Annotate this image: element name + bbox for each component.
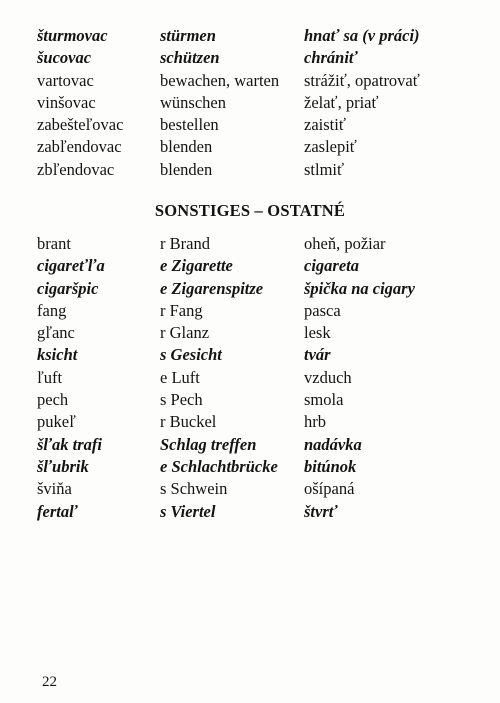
german-term: schützen xyxy=(160,48,220,68)
german-term: s Pech xyxy=(160,390,203,410)
slovak-term: vinšovac xyxy=(37,92,96,112)
translation: cigareta xyxy=(304,256,359,276)
german-term: r Fang xyxy=(160,300,203,320)
slovak-term: zabešteľovac xyxy=(37,115,124,135)
translation: smola xyxy=(304,390,344,410)
table-row xyxy=(37,159,487,181)
table-row xyxy=(37,300,487,322)
table-row xyxy=(37,92,487,114)
german-term: s Gesicht xyxy=(160,345,222,365)
table-row xyxy=(37,434,487,456)
translation: zaistiť xyxy=(304,115,346,135)
verbs-table xyxy=(37,25,487,181)
slovak-term: cigaršpic xyxy=(37,278,99,298)
slovak-term: pech xyxy=(37,390,69,410)
translation: hnať sa (v práci) xyxy=(304,26,420,45)
translation: želať, priať xyxy=(304,92,379,112)
slovak-term: gľanc xyxy=(37,323,75,343)
german-term: e Zigarenspitze xyxy=(160,278,264,298)
table-row xyxy=(37,114,487,136)
table-row xyxy=(37,456,487,478)
german-term: Schlag treffen xyxy=(160,434,257,454)
translation: chrániť xyxy=(304,48,358,68)
german-term: e Luft xyxy=(160,367,200,387)
table-row xyxy=(37,136,487,158)
slovak-term: šucovac xyxy=(37,48,92,68)
german-term: blenden xyxy=(160,159,213,179)
german-term: blenden xyxy=(160,137,213,157)
translation: nadávka xyxy=(304,434,362,454)
table-row xyxy=(37,501,487,523)
translation: zaslepiť xyxy=(304,137,357,157)
german-term: r Glanz xyxy=(160,323,210,343)
section-title: SONSTIGES – OSTATNÉ xyxy=(154,201,346,220)
table-row xyxy=(37,411,487,433)
slovak-term: šviňa xyxy=(37,479,72,499)
table-row xyxy=(37,278,487,300)
table-row xyxy=(37,255,487,277)
german-term: wünschen xyxy=(160,92,226,112)
slovak-term: cigareťľa xyxy=(37,256,105,276)
translation: ošípaná xyxy=(304,479,355,499)
german-term: stürmen xyxy=(160,26,216,45)
slovak-term: ľuft xyxy=(37,367,63,387)
slovak-term: ksicht xyxy=(37,345,78,365)
table-row xyxy=(37,389,487,411)
table-row xyxy=(37,344,487,366)
german-term: r Brand xyxy=(160,234,210,253)
table-row xyxy=(37,70,487,92)
others-table xyxy=(37,233,487,523)
table-row xyxy=(37,233,487,255)
table-row xyxy=(37,367,487,389)
german-term: s Schwein xyxy=(160,479,228,499)
german-term: bestellen xyxy=(160,115,219,135)
table-row xyxy=(37,25,487,47)
translation: stlmiť xyxy=(304,159,345,179)
translation: hrb xyxy=(304,412,326,432)
slovak-term: šľubrik xyxy=(37,456,89,476)
translation: lesk xyxy=(304,323,331,343)
slovak-term: pukeľ xyxy=(37,412,76,432)
german-term: r Buckel xyxy=(160,412,217,432)
translation: pasca xyxy=(304,300,341,320)
table-row xyxy=(37,47,487,69)
slovak-term: fertaľ xyxy=(37,501,78,521)
page-number: 22 xyxy=(42,674,57,690)
german-term: e Zigarette xyxy=(160,256,233,276)
slovak-term: fang xyxy=(37,300,67,320)
translation: vzduch xyxy=(304,367,352,387)
slovak-term: brant xyxy=(37,234,71,253)
slovak-term: šľak trafi xyxy=(37,434,102,454)
translation: tvár xyxy=(304,345,331,365)
slovak-term: zabľendovac xyxy=(37,137,122,157)
table-row xyxy=(37,478,487,500)
slovak-term: zbľendovac xyxy=(37,159,115,179)
table-row xyxy=(37,322,487,344)
slovak-term: vartovac xyxy=(37,70,94,90)
translation: strážiť, opatrovať xyxy=(304,70,420,90)
german-term: bewachen, warten xyxy=(160,70,280,90)
slovak-term: šturmovac xyxy=(37,26,108,45)
translation: oheň, požiar xyxy=(304,234,386,253)
german-term: s Viertel xyxy=(160,501,216,521)
translation: štvrť xyxy=(304,501,338,521)
german-term: e Schlachtbrücke xyxy=(160,456,278,476)
translation: bitúnok xyxy=(304,456,357,476)
translation: špička na cigary xyxy=(304,278,415,298)
